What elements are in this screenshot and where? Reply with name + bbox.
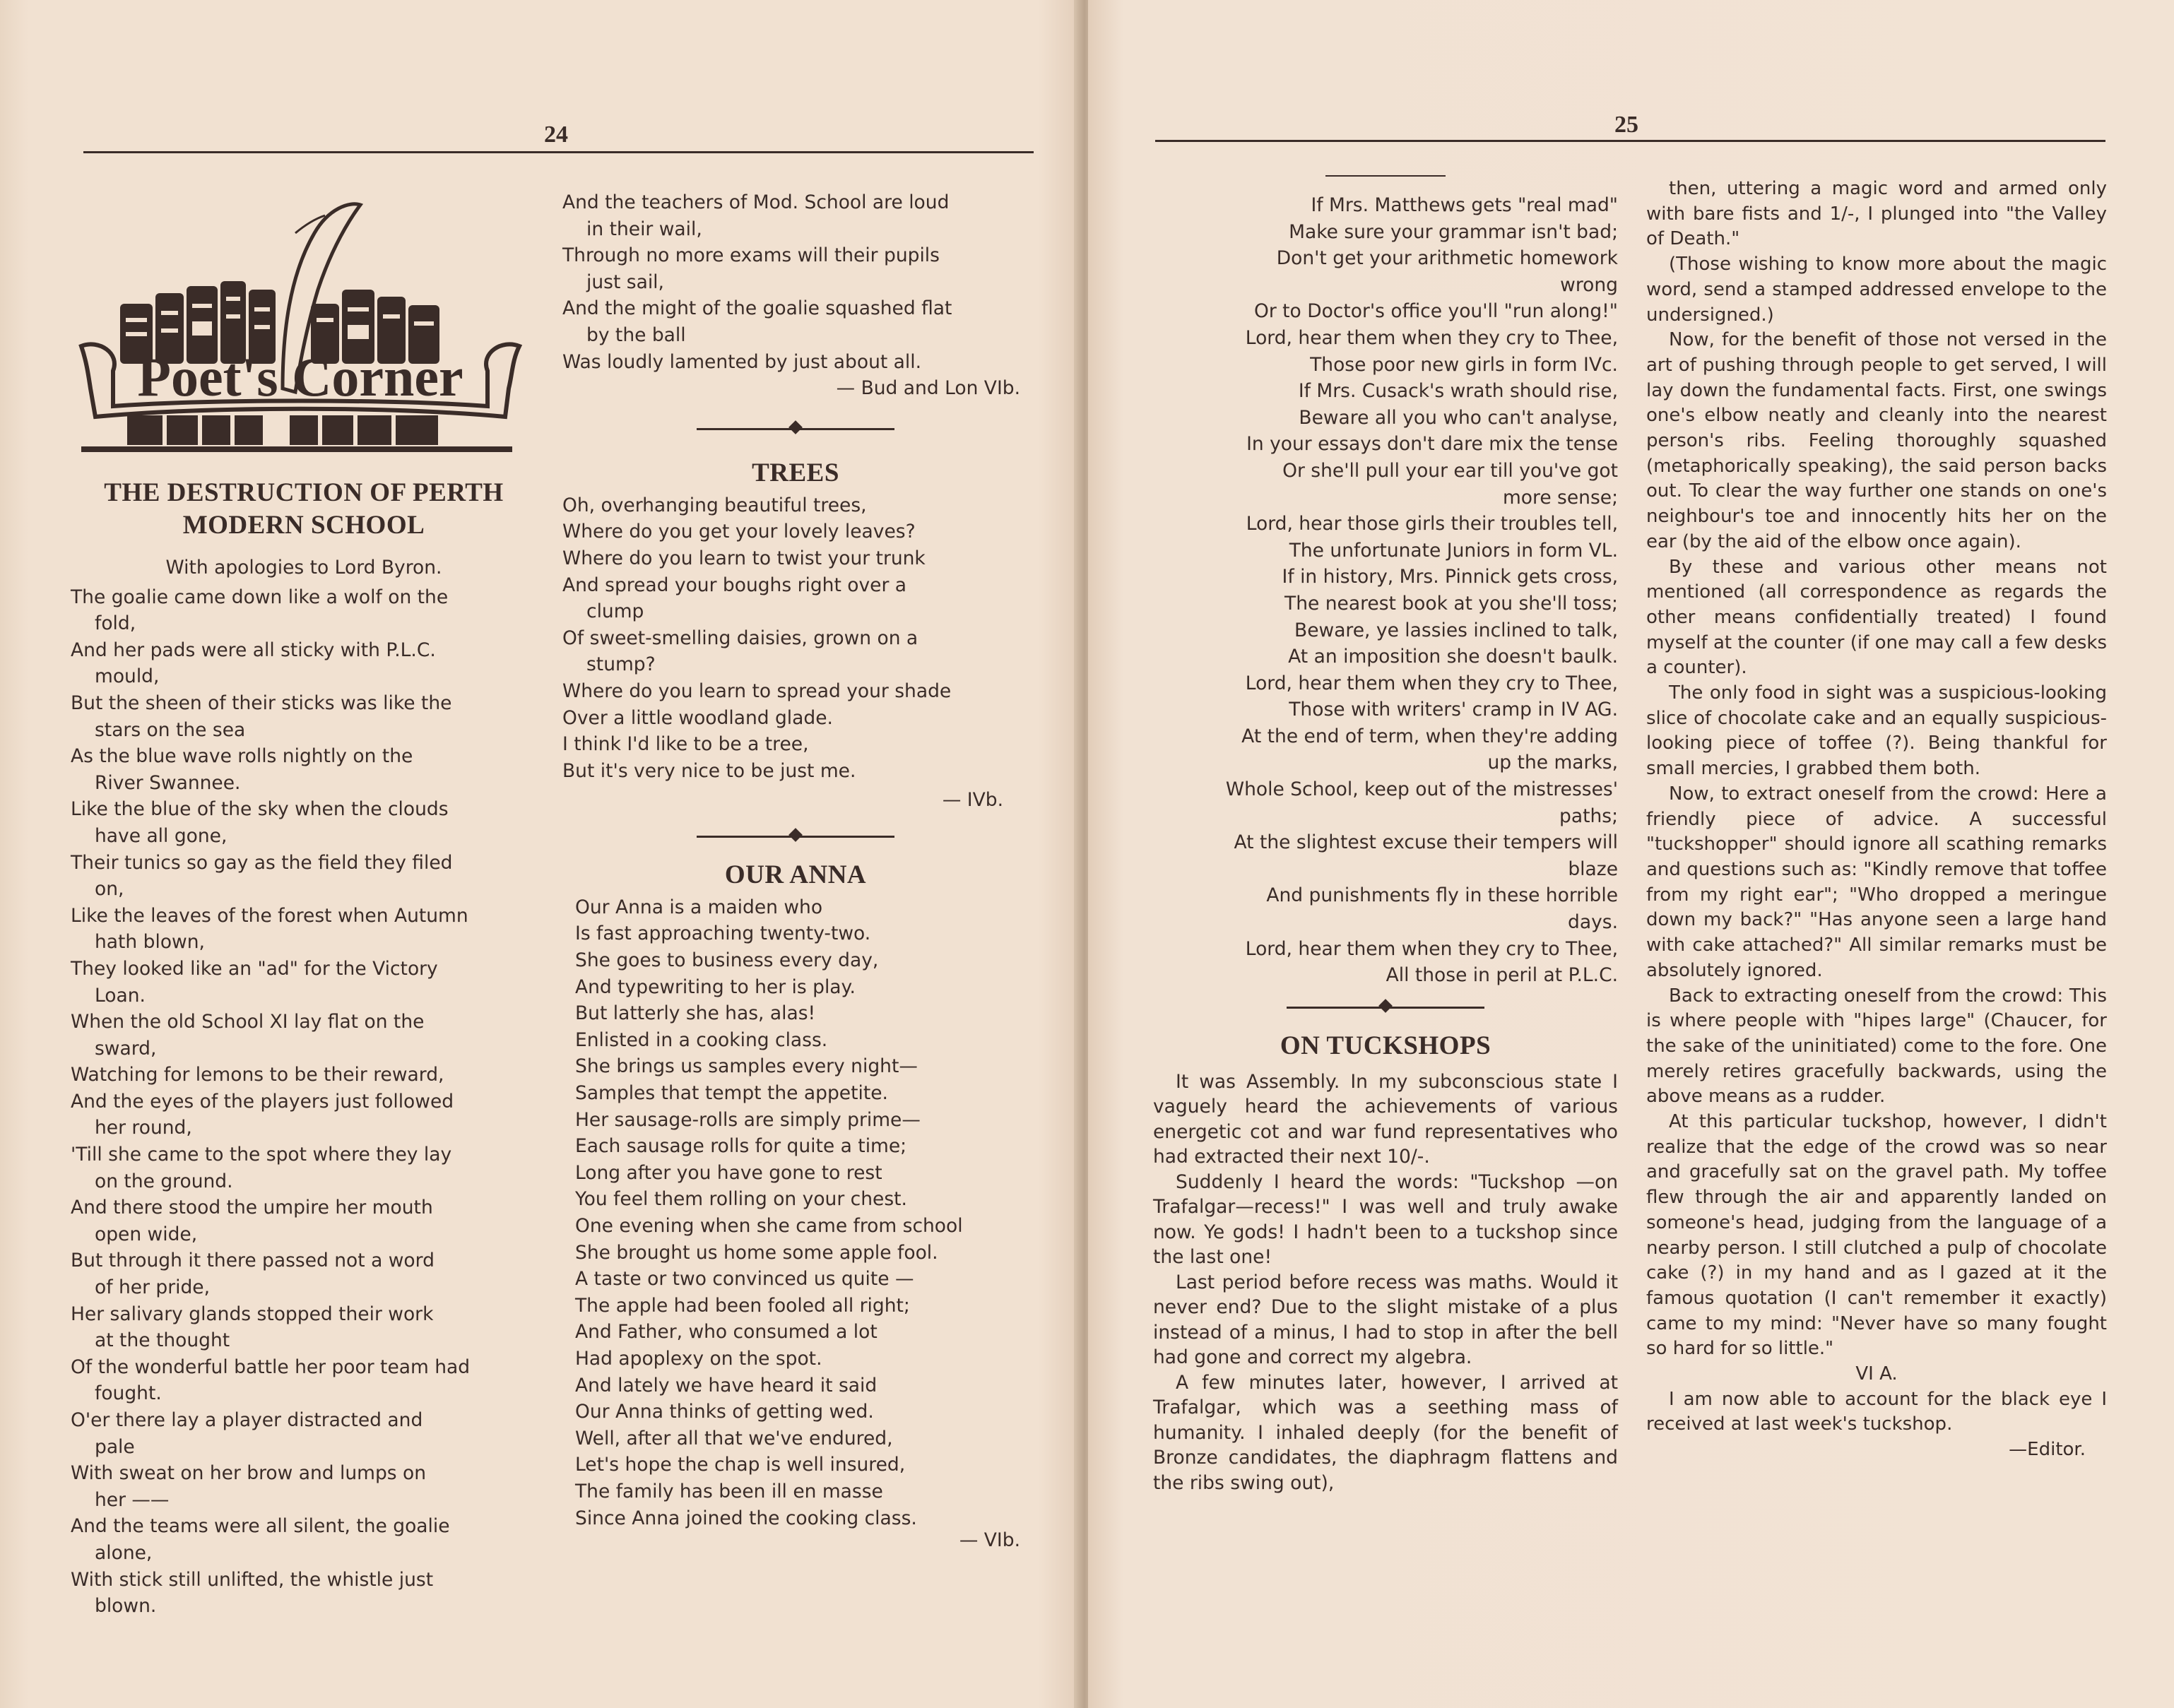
- verse-continuation: by the ball: [586, 324, 686, 346]
- article-paragraph: At this particular tuckshop, however, I didn't realize that the edge of the crowd was so near and gracefully sat on the gravel path. My toffee flew through the air and apparently landed on someone's head, judging from the language of a nearby person. I still clutched a pulp of chocolate cake (?) in my hand and as I gazed at it the famous quotation (I can't remember it exactly) came to my mind: "Never have so many fought so hard for so little.": [1646, 1111, 2107, 1360]
- verse-text: Lord, hear them when they cry to Thee,: [1245, 937, 1618, 960]
- article-paragraph: Now, for the benefit of those not versed in the art of pushing through people to get served, I will lay down the fundamental facts. First, one swings one's elbow neatly and cleanly into the nearest person's ribs. Feeling thoroughly squashed (metaphorically speaking), the said person backs out. To clear the way further one stands on one's neighbour's toe and innocently hits her on the ear (by the aid of the elbow once again).: [1646, 329, 2107, 552]
- verse-text: And punishments fly in these horrible: [1266, 884, 1618, 907]
- verse-text: Had apoplexy on the spot.: [575, 1347, 822, 1370]
- verse-text: But latterly she has, alas!: [575, 1002, 816, 1025]
- verse-line: [575, 1319, 1029, 1346]
- verse-continuation: on the ground.: [95, 1170, 233, 1192]
- left-page: [0, 0, 1081, 1708]
- verse-text: If Mrs. Cusack's wrath should rise,: [1298, 380, 1618, 403]
- verse-line: [1153, 192, 1618, 219]
- verse-line: [562, 731, 1029, 758]
- verse-line: [71, 1194, 537, 1247]
- verse-text: She brings us samples every night—: [575, 1055, 918, 1078]
- poem3-signature: — VIb.: [959, 1529, 1020, 1552]
- verse-line: [71, 1062, 537, 1089]
- verse-continuation: wrong: [1560, 273, 1618, 296]
- verse-text: But the sheen of their sticks was like the: [71, 692, 452, 714]
- verse-line: [562, 242, 1029, 295]
- verse-text: At the end of term, when they're adding: [1241, 725, 1618, 747]
- poets-corner-logo: [71, 191, 523, 459]
- verse-line: [1153, 591, 1618, 617]
- article-signature: —Editor.: [2009, 1439, 2086, 1461]
- ornament-divider: [697, 822, 894, 850]
- verse-text: Their tunics so gay as the field they filed: [71, 851, 453, 874]
- right-col-2: [1646, 177, 2107, 1463]
- verse-line: [1153, 564, 1618, 591]
- verse-text: Of the wonderful battle her poor team had: [71, 1356, 471, 1378]
- verse-continuation: hath blown,: [95, 931, 205, 954]
- verse-text: And Father, who consumed a lot: [575, 1321, 878, 1344]
- verse-text: Our Anna is a maiden who: [575, 896, 823, 918]
- article-paragraph: The only food in sight was a suspicious-looking slice of chocolate cake and an equally suspicious-looking piece of toffee (?). Being thankful for small mercies, I grabbed them both.: [1646, 682, 2107, 780]
- verse-text: Her salivary glands stopped their work: [71, 1303, 434, 1325]
- verse-text: Over a little woodland glade.: [562, 706, 833, 729]
- verse-text: Since Anna joined the cooking class.: [575, 1507, 917, 1529]
- verse-continuation: fought.: [95, 1382, 162, 1405]
- verse-line: [562, 625, 1029, 678]
- verse-text: A taste or two convinced us quite —: [575, 1268, 914, 1291]
- verse-text: And her pads were all sticky with P.L.C.: [71, 639, 436, 661]
- verse-line: [71, 1460, 537, 1513]
- verse-text: Let's hope the chap is well insured,: [575, 1454, 906, 1476]
- verse-text: And there stood the umpire her mouth: [71, 1197, 433, 1219]
- verse-line: [575, 1372, 1029, 1399]
- verse-line: [575, 1293, 1029, 1319]
- verse-line: [71, 796, 537, 849]
- verse-line: [71, 584, 537, 637]
- verse-text: But through it there passed not a word: [71, 1250, 435, 1272]
- verse-text: Lord, hear them when they cry to Thee,: [1245, 672, 1618, 694]
- verse-continuation: stump?: [586, 653, 656, 676]
- verse-text: Those with writers' cramp in IV AG.: [1289, 699, 1618, 721]
- verse-line: [1153, 458, 1618, 511]
- article-paragraph: then, uttering a magic word and armed only with bare fists and 1/-, I plunged into "the Valley of Death.": [1646, 178, 2107, 250]
- verse-line: [575, 920, 1029, 947]
- verse-text: The goalie came down like a wolf on the: [71, 586, 449, 608]
- verse-text: And the eyes of the players just followed: [71, 1090, 454, 1113]
- verse-continuation: of her pride,: [95, 1276, 211, 1299]
- verse-continuation: in their wail,: [586, 218, 702, 240]
- verse-line: [575, 1452, 1029, 1478]
- verse-text: Lord, hear them when they cry to Thee,: [1245, 326, 1618, 349]
- verse-line: [71, 1009, 537, 1062]
- verse-text: With stick still unlifted, the whistle just: [71, 1568, 434, 1591]
- verse-text: Whole School, keep out of the mistresses': [1225, 778, 1618, 801]
- verse-line: [575, 1107, 1029, 1134]
- verse-text: You feel them rolling on your chest.: [575, 1188, 907, 1211]
- verse-line: [71, 1354, 537, 1407]
- verse-text: The unfortunate Juniors in form VL.: [1289, 539, 1618, 562]
- verse-line: [71, 1407, 537, 1460]
- verse-line: [1153, 696, 1618, 723]
- verse-continuation: paths;: [1559, 805, 1618, 827]
- verse-text: The nearest book at you she'll toss;: [1284, 592, 1618, 615]
- verse-line: [575, 1478, 1029, 1505]
- verse-line: [575, 1240, 1029, 1267]
- verse-line: [562, 545, 1029, 572]
- verse-line: [1153, 936, 1618, 963]
- verse-text: The family has been ill en masse: [575, 1480, 883, 1502]
- verse-text: Watching for lemons to be their reward,: [71, 1064, 444, 1086]
- verse-line: [71, 1567, 537, 1620]
- verse-line: [1153, 962, 1618, 989]
- verse-continuation: blaze: [1568, 858, 1618, 880]
- verse-continuation: fold,: [95, 612, 136, 635]
- logo-text: Poet's Corner: [137, 346, 463, 408]
- verse-text: Lord, hear those girls their troubles tell,: [1246, 513, 1618, 535]
- verse-text: At an imposition she doesn't baulk.: [1288, 646, 1618, 668]
- verse-line: [575, 974, 1029, 1001]
- verse-continuation: pale: [95, 1435, 135, 1458]
- verse-line: [575, 1425, 1029, 1452]
- verse-continuation: River Swannee.: [95, 771, 241, 794]
- verse-text: Where do you get your lovely leaves?: [562, 521, 916, 543]
- left-col-1: [71, 477, 537, 1620]
- verse-line: [575, 1053, 1029, 1080]
- verse-text: Where do you learn to twist your trunk: [562, 547, 926, 569]
- article-column-1: [1153, 1069, 1618, 1496]
- verse-line: [1153, 617, 1618, 644]
- verse-text: Our Anna thinks of getting wed.: [575, 1401, 874, 1423]
- verse-text: But it's very nice to be just me.: [562, 759, 856, 782]
- verse-text: O'er there lay a player distracted and: [71, 1409, 423, 1431]
- verse-continuation: days.: [1568, 911, 1618, 934]
- poem1-continued: [562, 189, 1029, 375]
- verse-line: [1153, 723, 1618, 776]
- verse-continuation: blown.: [95, 1595, 157, 1618]
- verse-continuation: up the marks,: [1487, 752, 1618, 774]
- verse-line: [1153, 511, 1618, 538]
- verse-text: Long after you have gone to rest: [575, 1161, 882, 1184]
- verse-line: [1153, 405, 1618, 432]
- verse-text: When the old School XI lay flat on the: [71, 1011, 425, 1033]
- verse-text: And spread your boughs right over a: [562, 574, 907, 596]
- article-form-label: VI A.: [1855, 1363, 1898, 1385]
- verse-text: She brought us home some apple fool.: [575, 1241, 938, 1264]
- verse-line: [71, 690, 537, 743]
- verse-text: As the blue wave rolls nightly on the: [71, 745, 413, 768]
- verse-line: [1153, 298, 1618, 325]
- verse-text: One evening when she came from school: [575, 1215, 963, 1237]
- verse-text: Beware all you who can't analyse,: [1299, 406, 1618, 429]
- verse-continuation: Loan.: [95, 984, 146, 1007]
- right-col-1: [1153, 175, 1618, 1495]
- verse-text: If Mrs. Matthews gets "real mad": [1311, 194, 1618, 216]
- verse-text: With sweat on her brow and lumps on: [71, 1462, 427, 1485]
- verse-text: Enlisted in a cooking class.: [575, 1028, 828, 1051]
- verse-line: [1153, 829, 1618, 882]
- verse-text: Through no more exams will their pupils: [562, 244, 940, 267]
- verse-text: And typewriting to her is play.: [575, 975, 856, 998]
- poem2-signature: — IVb.: [942, 789, 1003, 812]
- verse-line: [562, 295, 1029, 348]
- article-paragraph: By these and various other means not mentioned (all correspondence as regards the other means confidentially treated) I found myself at the counter (if one may call a few desks a counter).: [1646, 556, 2107, 679]
- verse-line: [71, 1247, 537, 1300]
- verse-text: All those in peril at P.L.C.: [1386, 964, 1618, 987]
- verse-continuation: on,: [95, 878, 124, 901]
- verse-text: She goes to business every day,: [575, 949, 879, 972]
- poem3-title: OUR ANNA: [724, 860, 867, 889]
- article-title: ON TUCKSHOPS: [1280, 1031, 1491, 1060]
- verse-text: Samples that tempt the appetite.: [575, 1082, 888, 1105]
- verse-text: In your essays don't dare mix the tense: [1246, 433, 1618, 456]
- verse-line: [562, 492, 1029, 519]
- verse-text: Is fast approaching twenty-two.: [575, 923, 871, 945]
- poem1-dedication: With apologies to Lord Byron.: [165, 557, 442, 579]
- article-closing: I am now able to account for the black eye I received at last week's tuckshop.: [1646, 1388, 2107, 1435]
- verse-line: [562, 678, 1029, 705]
- verse-text: Don't get your arithmetic homework: [1276, 247, 1618, 270]
- short-rule: [1325, 175, 1446, 177]
- verse-text: Where do you learn to spread your shade: [562, 680, 952, 702]
- verse-line: [562, 705, 1029, 732]
- ornament-divider: [1287, 993, 1484, 1021]
- verse-continuation: have all gone,: [95, 824, 228, 847]
- verse-text: 'Till she came to the spot where they lay: [71, 1144, 452, 1166]
- verse-line: [71, 637, 537, 690]
- verse-text: And the teams were all silent, the goalie: [71, 1515, 450, 1538]
- verse-continuation: stars on the sea: [95, 718, 246, 741]
- verse-line: [575, 1399, 1029, 1425]
- left-col-2: [562, 189, 1029, 1554]
- poem1-lines: [71, 584, 537, 1620]
- verse-continuation: open wide,: [95, 1223, 198, 1245]
- ornament-divider: [697, 415, 894, 443]
- verse-line: [1153, 882, 1618, 935]
- verse-text: Make sure your grammar isn't bad;: [1289, 220, 1618, 243]
- poem2-lines: [562, 492, 1029, 785]
- verse-line: [575, 1213, 1029, 1240]
- verse-continuation: more sense;: [1502, 486, 1618, 509]
- article-paragraph: Last period before recess was maths. Would it never end? Due to the slight mistake of a plus instead of a minus, I had to stop in after the bell had gone and correct my algebra.: [1153, 1271, 1618, 1369]
- verse-line: [71, 956, 537, 1009]
- verse-continuation: clump: [586, 600, 644, 623]
- verse-line: [1153, 776, 1618, 829]
- verse-line: [575, 1160, 1029, 1187]
- verse-line: [1153, 219, 1618, 246]
- verse-continuation: her round,: [95, 1117, 192, 1139]
- verse-line: [562, 349, 1029, 376]
- verse-text: Like the blue of the sky when the clouds: [71, 798, 449, 821]
- verse-text: Beware, ye lassies inclined to talk,: [1294, 619, 1618, 641]
- verse-text: Or she'll pull your ear till you've got: [1282, 459, 1618, 482]
- verse-line: [575, 1133, 1029, 1160]
- verse-continuation: mould,: [95, 665, 160, 688]
- page-number-left: 24: [544, 121, 568, 148]
- poem4-lines: [1153, 192, 1618, 989]
- verse-text: Like the leaves of the forest when Autumn: [71, 904, 468, 927]
- verse-text: And lately we have heard it said: [575, 1374, 878, 1396]
- verse-line: [1153, 670, 1618, 697]
- verse-line: [575, 1186, 1029, 1213]
- verse-line: [575, 1346, 1029, 1372]
- verse-line: [562, 572, 1029, 625]
- verse-text: Her sausage-rolls are simply prime—: [575, 1108, 921, 1131]
- verse-line: [1153, 245, 1618, 298]
- poem1-signature: — Bud and Lon VIb.: [836, 377, 1020, 400]
- verse-continuation: at the thought: [95, 1329, 230, 1352]
- verse-line: [1153, 538, 1618, 564]
- verse-line: [575, 894, 1029, 921]
- verse-text: The apple had been fooled all right;: [575, 1294, 910, 1317]
- verse-text: Oh, overhanging beautiful trees,: [562, 494, 867, 516]
- article-paragraph: It was Assembly. In my subconscious state I vaguely heard the achievements of various energetic cot and war fund representatives who had extracted their next 10/-.: [1153, 1070, 1618, 1168]
- verse-line: [562, 758, 1029, 785]
- verse-text: I think I'd like to be a tree,: [562, 733, 809, 756]
- verse-line: [71, 1089, 537, 1141]
- verse-line: [1153, 378, 1618, 405]
- verse-line: [1153, 352, 1618, 379]
- verse-line: [71, 743, 537, 796]
- verse-line: [575, 947, 1029, 974]
- poem1-title: THE DESTRUCTION OF PERTH MODERN SCHOOL: [104, 478, 504, 540]
- verse-line: [71, 1141, 537, 1194]
- article-paragraph: Now, to extract oneself from the crowd: Here a friendly piece of advice. A successful "tuckshopper" should ignore all scathing remarks and questions such as: "Kindly remove that toffee from my right ear"; "Who dropped a meringue down my back?" "Has anyone seen a large hand with cake attached?" All similar remarks must be absolutely ignored.: [1646, 783, 2107, 981]
- verse-text: Or to Doctor's office you'll "run along!": [1253, 300, 1618, 323]
- article-column-2: [1646, 177, 2107, 1362]
- verse-line: [71, 903, 537, 956]
- verse-text: They looked like an "ad" for the Victory: [71, 957, 438, 980]
- verse-line: [71, 850, 537, 903]
- verse-line: [71, 1301, 537, 1354]
- article-paragraph: Back to extracting oneself from the crowd: This is where people with "hipes large" (Chaucer, for the sake of the uninitiated) come to the fore. One merely retires gracefully backwards, using the above means as a rudder.: [1646, 985, 2107, 1108]
- verse-continuation: alone,: [95, 1541, 153, 1564]
- verse-line: [71, 1513, 537, 1566]
- verse-line: [575, 1080, 1029, 1107]
- verse-line: [575, 1000, 1029, 1027]
- verse-line: [1153, 644, 1618, 670]
- verse-line: [1153, 431, 1618, 458]
- verse-text: Each sausage rolls for quite a time;: [575, 1135, 907, 1158]
- verse-text: Of sweet-smelling daisies, grown on a: [562, 627, 918, 649]
- right-page: [1088, 0, 2174, 1708]
- verse-text: And the teachers of Mod. School are loud: [562, 191, 950, 213]
- verse-line: [1153, 325, 1618, 352]
- poem2-title: TREES: [752, 458, 839, 487]
- article-paragraph: Suddenly I heard the words: "Tuckshop —on Trafalgar—recess!" I was well and truly awake now. Ye gods! I hadn't been to a tuckshop since the last one!: [1153, 1170, 1618, 1269]
- verse-line: [575, 1027, 1029, 1054]
- verse-text: At the slightest excuse their tempers will: [1234, 831, 1618, 854]
- page-number-right: 25: [1614, 112, 1638, 138]
- article-paragraph: (Those wishing to know more about the magic word, send a stamped addressed envelope to the undersigned.): [1646, 254, 2107, 326]
- verse-text: Well, after all that we've endured,: [575, 1427, 893, 1449]
- verse-text: If in history, Mrs. Pinnick gets cross,: [1282, 566, 1618, 588]
- article-paragraph: A few minutes later, however, I arrived at Trafalgar, which was a seething mass of humanity. I inhaled deeply (for the benefit of Bronze candidates, the diaphragm flattens and the ribs swing out),: [1153, 1371, 1618, 1494]
- verse-continuation: her ——: [95, 1488, 170, 1511]
- verse-continuation: sward,: [95, 1037, 157, 1060]
- verse-continuation: just sail,: [586, 271, 664, 293]
- verse-text: Was loudly lamented by just about all.: [562, 350, 922, 373]
- verse-text: And the might of the goalie squashed flat: [562, 297, 952, 320]
- verse-line: [562, 189, 1029, 242]
- verse-line: [562, 518, 1029, 545]
- verse-text: Those poor new girls in form IVc.: [1310, 353, 1618, 376]
- verse-line: [575, 1266, 1029, 1293]
- poem3-lines: [562, 894, 1029, 1531]
